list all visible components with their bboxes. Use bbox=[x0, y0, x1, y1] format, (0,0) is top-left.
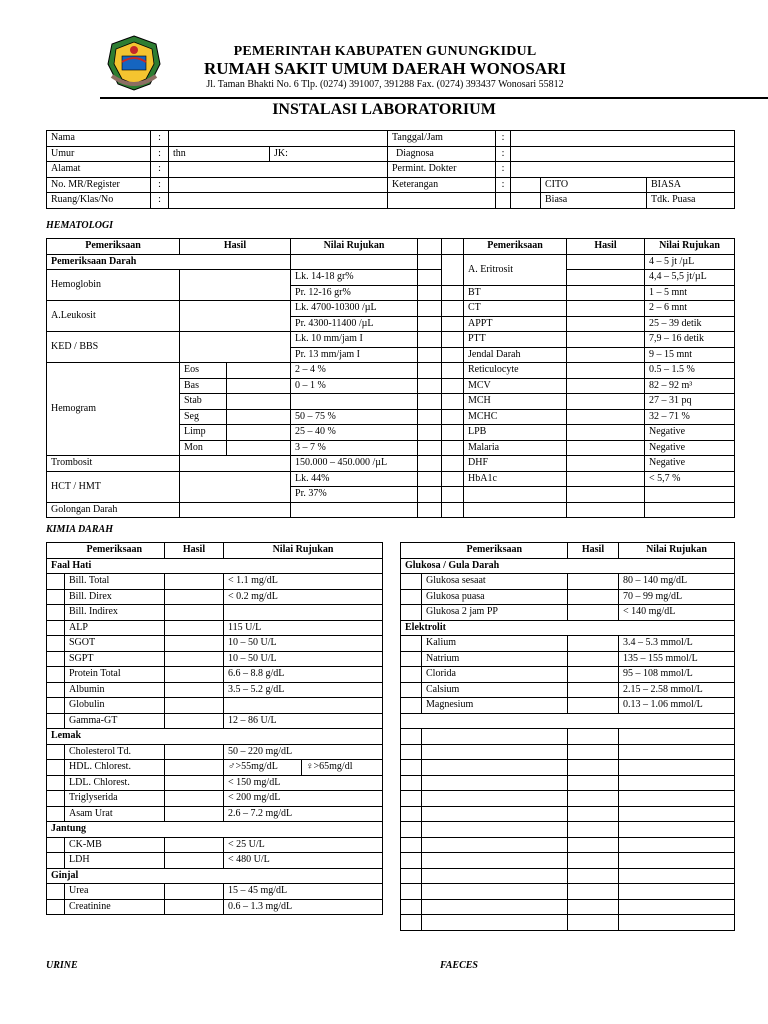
field-ruang[interactable] bbox=[169, 193, 388, 209]
result-hemoglobin[interactable] bbox=[180, 270, 291, 301]
row-mcv: MCV bbox=[464, 378, 567, 394]
row-bt: BT bbox=[464, 285, 567, 301]
col-pemeriksaan: Pemeriksaan bbox=[65, 543, 165, 559]
row-sgot: SGOT bbox=[65, 636, 165, 652]
col-pemeriksaan: Pemeriksaan bbox=[422, 543, 568, 559]
row-ked: KED / BBS bbox=[47, 332, 180, 363]
patient-row: No. MR/Register : Keterangan : CITO BIASA bbox=[47, 177, 735, 193]
field-dokter[interactable] bbox=[511, 162, 735, 178]
col-hasil: Hasil bbox=[568, 543, 619, 559]
col-hasil: Hasil bbox=[567, 239, 645, 255]
label-biasa: Biasa bbox=[541, 193, 647, 209]
label-tanggal: Tanggal/Jam bbox=[388, 131, 496, 147]
patient-row: Alamat : Permint. Dokter : bbox=[47, 162, 735, 178]
row-pemeriksaan-darah: Pemeriksaan Darah bbox=[47, 254, 291, 270]
col-rujukan: Nilai Rujukan bbox=[291, 239, 418, 255]
patient-row: Ruang/Klas/No : Biasa Tdk. Puasa bbox=[47, 193, 735, 209]
row-mch: MCH bbox=[464, 394, 567, 410]
field-umur[interactable]: thn bbox=[169, 146, 270, 162]
row-triglyserida: Triglyserida bbox=[65, 791, 165, 807]
row-glukosa-2jam: Glukosa 2 jam PP bbox=[422, 605, 568, 621]
row-hemoglobin: Hemoglobin bbox=[47, 270, 180, 301]
kimia-right-table: Pemeriksaan Hasil Nilai Rujukan Glukosa / Gula Darah Glukosa sesaat 80 – 140 mg/dL Glukosa puasa 70 – 99 mg/dL Glukosa 2 jam PP < 140 mg/dL Elektrolit Kalium 3.4 – 5.3 mmol/L Natrium 135 – 155 mmol/L Clorida 95 – 108 mmol/L Calsium 2.15 – 2.58 mmol/L Magnesium 0.13 – 1.06 mmol/L bbox=[400, 542, 735, 931]
result-eos[interactable] bbox=[227, 363, 291, 379]
row-cholesterol: Cholesterol Td. bbox=[65, 744, 165, 760]
row-magnesium: Magnesium bbox=[422, 698, 568, 714]
result-stab[interactable] bbox=[227, 394, 291, 410]
group-ginjal: Ginjal bbox=[47, 868, 383, 884]
section-kimia-darah: KIMIA DARAH bbox=[46, 524, 113, 535]
row-clorida: Clorida bbox=[422, 667, 568, 683]
result-mon[interactable] bbox=[227, 440, 291, 456]
patient-info-table bbox=[46, 130, 735, 209]
row-lpb: LPB bbox=[464, 425, 567, 441]
hematologi-right-table: Pemeriksaan Hasil Nilai Rujukan A. Eritrosit 4 – 5 jt /µL 4,4 – 5,5 jt/µL BT 1 – 5 mnt CT 2 – 6 mnt APPT 25 – 39 detik PTT 7,9 – 16 detik Jendal Darah 9 – 15 mnt Reticulocyte 0.5 – 1.5 % MCV 82 – 92 m³ MCH 27 – 31 pq MCHC 32 – 71 % LPB Negative Malaria Negative DHF Negative HbA1c < 5,7 % bbox=[441, 238, 735, 518]
col-rujukan: Nilai Rujukan bbox=[224, 543, 383, 559]
row-bill-direx: Bill. Direx bbox=[65, 589, 165, 605]
row-urea: Urea bbox=[65, 884, 165, 900]
field-jk[interactable]: JK: bbox=[270, 146, 388, 162]
page-title: INSTALASI LABORATORIUM bbox=[272, 101, 496, 118]
field-tanggal[interactable] bbox=[511, 131, 735, 147]
label-umur: Umur bbox=[47, 146, 151, 162]
checkbox-biasa[interactable] bbox=[511, 193, 541, 209]
kimia-left-table: Pemeriksaan Hasil Nilai Rujukan Faal Hati Bill. Total < 1.1 mg/dL Bill. Direx < 0.2 mg/dL Bill. Indirex ALP 115 U/L SGOT 10 – 50 U/L SGPT 10 – 50 U/L Protein Total 6.6 – 8.8 g/dL Albumin 3.5 – 5.2 g/dL Globulin Gamma-GT 12 – 86 U/L Lemak Cholesterol Td. 50 – 220 mg/dL HDL. Chlorest. ♂>55mg/dL ♀>65mg/dl LDL. Chlorest. < 150 mg/dL Triglyserida < 200 mg/dL Asam Urat 2.6 – 7.2 mg/dL Jantung CK-MB < 25 U/L LDH < 480 U/L Ginjal Urea 15 – 45 mg/dL Creatinine 0.6 – 1.3 mg/dL bbox=[46, 542, 383, 915]
col-rujukan: Nilai Rujukan bbox=[619, 543, 735, 559]
label-diagnosa: Diagnosa bbox=[388, 146, 496, 162]
row-albumin: Albumin bbox=[65, 682, 165, 698]
row-protein-total: Protein Total bbox=[65, 667, 165, 683]
row-reticulocyte: Reticulocyte bbox=[464, 363, 567, 379]
blank-cell bbox=[388, 193, 496, 209]
label-tdk-puasa: Tdk. Puasa bbox=[647, 193, 735, 209]
row-bill-total: Bill. Total bbox=[65, 574, 165, 590]
row-dhf: DHF bbox=[464, 456, 567, 472]
row-hba1c: HbA1c bbox=[464, 471, 567, 487]
patient-row: Umur : thn JK: Diagnosa : bbox=[47, 146, 735, 162]
diff-mon: Mon bbox=[180, 440, 227, 456]
group-elektrolit: Elektrolit bbox=[401, 620, 735, 636]
row-ldl: LDL. Chlorest. bbox=[65, 775, 165, 791]
group-glukosa: Glukosa / Gula Darah bbox=[401, 558, 735, 574]
letterhead bbox=[0, 34, 768, 104]
col-pemeriksaan: Pemeriksaan bbox=[47, 239, 180, 255]
diff-limp: Limp bbox=[180, 425, 227, 441]
result-eritrosit[interactable] bbox=[567, 254, 645, 270]
diff-bas: Bas bbox=[180, 378, 227, 394]
row-globulin: Globulin bbox=[65, 698, 165, 714]
row-sgpt: SGPT bbox=[65, 651, 165, 667]
row-hemogram: Hemogram bbox=[47, 363, 180, 456]
row-creatinine: Creatinine bbox=[65, 899, 165, 915]
field-mr[interactable] bbox=[169, 177, 388, 193]
row-natrium: Natrium bbox=[422, 651, 568, 667]
row-asam-urat: Asam Urat bbox=[65, 806, 165, 822]
hematologi-left-table: Pemeriksaan Hasil Nilai Rujukan Pemeriksaan Darah Hemoglobin Lk. 14-18 gr% Pr. 12-16 gr% A.Leukosit Lk. 4700-10300 /µL Pr. 4300-11400 /µL KED / BBS Lk. 10 mm/jam I Pr. 13 mm/jam I Hemogram Eos 2 – 4 % Bas 0 – 1 % Stab Seg 50 – 75 % Limp 25 – 40 % Mon 3 – 7 % Trombosit 150.000 – 450.000 /µL HCT / HMT Lk. 44% Pr. 37% Golongan Darah bbox=[46, 238, 442, 518]
result-ked[interactable] bbox=[180, 332, 291, 363]
result-limp[interactable] bbox=[227, 425, 291, 441]
row-mchc: MCHC bbox=[464, 409, 567, 425]
result-trombosit[interactable] bbox=[180, 456, 291, 472]
header-divider bbox=[100, 97, 768, 99]
row-gamma-gt: Gamma-GT bbox=[65, 713, 165, 729]
patient-row: Nama : Tanggal/Jam : bbox=[47, 131, 735, 147]
checkbox-cito[interactable] bbox=[511, 177, 541, 193]
row-malaria: Malaria bbox=[464, 440, 567, 456]
result-leukosit[interactable] bbox=[180, 301, 291, 332]
col-hasil: Hasil bbox=[180, 239, 291, 255]
label-ruang: Ruang/Klas/No bbox=[47, 193, 151, 209]
blank-cell bbox=[496, 193, 511, 209]
section-hematologi: HEMATOLOGI bbox=[46, 220, 114, 231]
field-diagnosa[interactable] bbox=[511, 146, 735, 162]
row-ldh: LDH bbox=[65, 853, 165, 869]
group-lemak: Lemak bbox=[47, 729, 383, 745]
row-ck-mb: CK-MB bbox=[65, 837, 165, 853]
row-golongan-darah: Golongan Darah bbox=[47, 502, 180, 518]
result-bas[interactable] bbox=[227, 378, 291, 394]
col-pemeriksaan: Pemeriksaan bbox=[464, 239, 567, 255]
row-jendal-darah: Jendal Darah bbox=[464, 347, 567, 363]
regency-emblem-icon bbox=[104, 34, 164, 92]
row-leukosit: A.Leukosit bbox=[47, 301, 180, 332]
label-dokter: Permint. Dokter bbox=[388, 162, 496, 178]
government-name: PEMERINTAH KABUPATEN GUNUNGKIDUL bbox=[233, 44, 537, 59]
row-glukosa-puasa: Glukosa puasa bbox=[422, 589, 568, 605]
row-hct: HCT / HMT bbox=[47, 471, 180, 502]
col-rujukan: Nilai Rujukan bbox=[645, 239, 735, 255]
label-mr: No. MR/Register bbox=[47, 177, 151, 193]
group-faal-hati: Faal Hati bbox=[47, 558, 383, 574]
field-nama[interactable] bbox=[169, 131, 388, 147]
row-eritrosit: A. Eritrosit bbox=[464, 254, 567, 285]
diff-seg: Seg bbox=[180, 409, 227, 425]
hospital-address: Jl. Taman Bhakti No. 6 Tlp. (0274) 391007, 391288 Fax. (0274) 393437 Wonosari 55812 bbox=[206, 79, 564, 90]
row-trombosit: Trombosit bbox=[47, 456, 180, 472]
label-alamat: Alamat bbox=[47, 162, 151, 178]
result-seg[interactable] bbox=[227, 409, 291, 425]
row-alp: ALP bbox=[65, 620, 165, 636]
field-alamat[interactable] bbox=[169, 162, 388, 178]
label-nama: Nama bbox=[47, 131, 151, 147]
row-ct: CT bbox=[464, 301, 567, 317]
result-golongan[interactable] bbox=[180, 502, 291, 518]
row-bill-indirex: Bill. Indirex bbox=[65, 605, 165, 621]
label-cito: CITO bbox=[541, 177, 647, 193]
section-urine: URINE bbox=[46, 960, 78, 971]
section-faeces: FAECES bbox=[440, 960, 478, 971]
row-hdl: HDL. Chlorest. bbox=[65, 760, 165, 776]
row-ptt: PTT bbox=[464, 332, 567, 348]
row-kalium: Kalium bbox=[422, 636, 568, 652]
group-jantung: Jantung bbox=[47, 822, 383, 838]
row-glukosa-sesaat: Glukosa sesaat bbox=[422, 574, 568, 590]
diff-stab: Stab bbox=[180, 394, 227, 410]
row-appt: APPT bbox=[464, 316, 567, 332]
hospital-name: RUMAH SAKIT UMUM DAERAH WONOSARI bbox=[203, 59, 567, 78]
row-calsium: Calsium bbox=[422, 682, 568, 698]
result-hct[interactable] bbox=[180, 471, 291, 502]
label-biasa-caps: BIASA bbox=[647, 177, 735, 193]
label-keterangan: Keterangan bbox=[388, 177, 496, 193]
diff-eos: Eos bbox=[180, 363, 227, 379]
col-hasil: Hasil bbox=[165, 543, 224, 559]
